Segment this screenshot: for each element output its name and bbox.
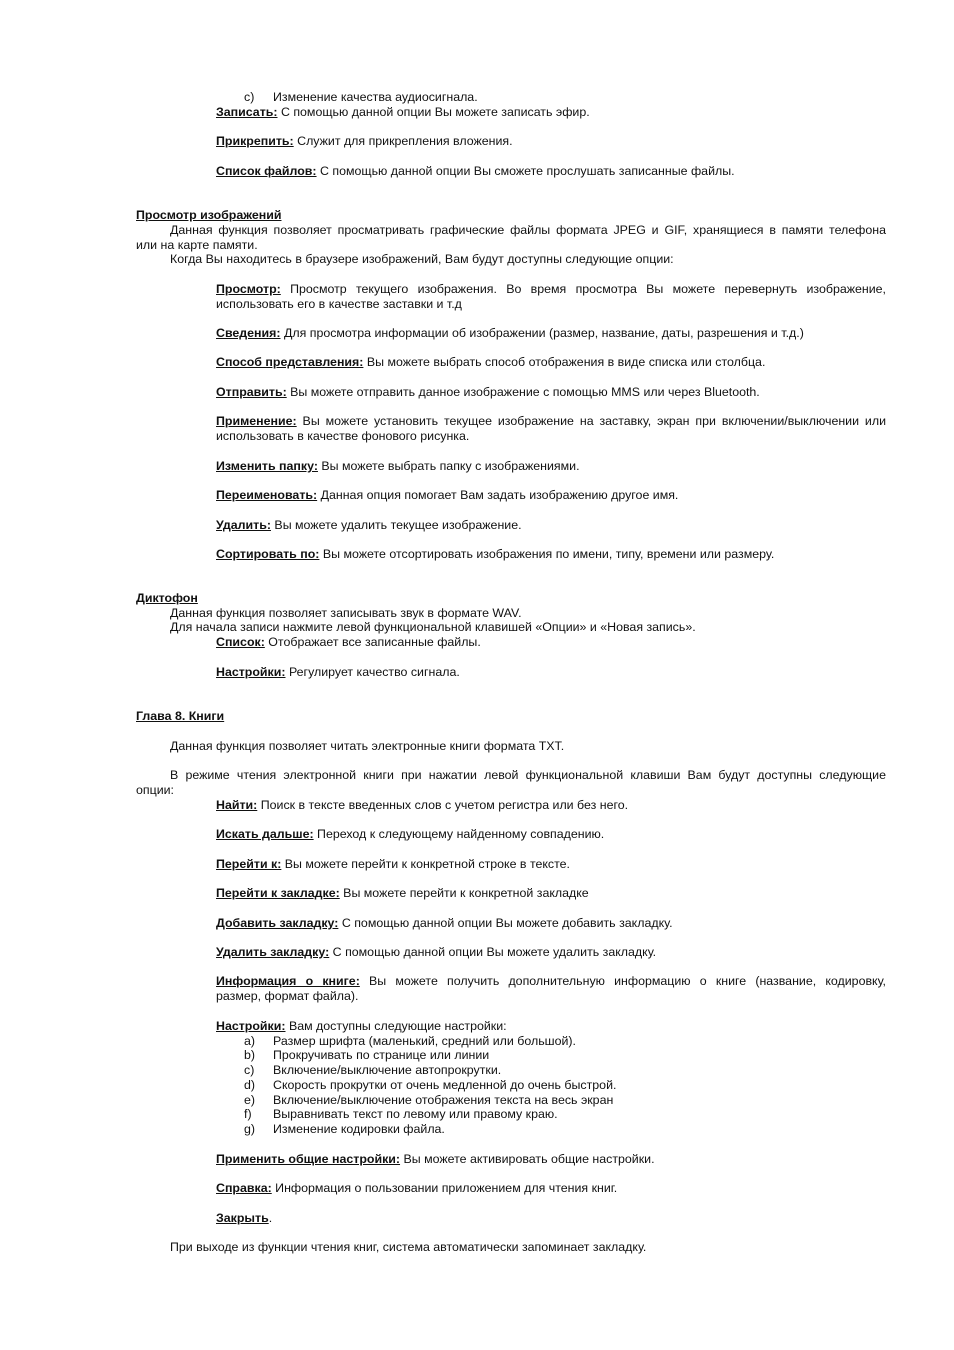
option-display-mode: Способ представления: Вы можете выбрать способ отображения в виде списка или столбца. (216, 355, 766, 369)
list-item: Скорость прокрутки от очень медленной до очень быстрой. (273, 1078, 617, 1092)
paragraph-line: опции: (136, 783, 174, 797)
option-apply-general-settings: Применить общие настройки: Вы можете активировать общие настройки. (216, 1152, 655, 1166)
list-marker: d) (244, 1078, 256, 1092)
paragraph-line: В режиме чтения электронной книги при нажатии левой функциональной клавиши Вам будут доступны следующие (170, 768, 886, 782)
paragraph-line: Данная функция позволяет просматривать графические файлы формата JPEG и GIF, хранящиеся в памяти телефона (170, 223, 886, 237)
paragraph-line: Данная функция позволяет читать электронные книги формата TXT. (170, 739, 565, 753)
list-item-text: Изменение качества аудиосигнала. (273, 90, 478, 104)
option-settings: Настройки: Регулирует качество сигнала. (216, 665, 460, 679)
option-details: Сведения: Для просмотра информации об изображении (размер, название, даты, разрешения и т.д.) (216, 326, 804, 340)
option-delete: Удалить: Вы можете удалить текущее изображение. (216, 518, 522, 532)
option-go-to-bookmark: Перейти к закладке: Вы можете перейти к конкретной закладке (216, 886, 589, 900)
section-heading-dictaphone: Диктофон (136, 591, 198, 605)
list-marker: e) (244, 1093, 256, 1107)
list-item: Изменение кодировки файла. (273, 1122, 445, 1136)
option-file-list: Список файлов: С помощью данной опции Вы сможете прослушать записанные файлы. (216, 164, 735, 178)
list-item: Включение/выключение отображения текста на весь экран (273, 1093, 614, 1107)
list-item: Прокручивать по странице или линии (273, 1048, 490, 1062)
list-item: Размер шрифта (маленький, средний или большой). (273, 1034, 576, 1048)
option-send: Отправить: Вы можете отправить данное изображение с помощью MMS или через Bluetooth. (216, 385, 760, 399)
option-delete-bookmark: Удалить закладку: С помощью данной опции Вы можете удалить закладку. (216, 945, 657, 959)
option-help: Справка: Информация о пользовании приложением для чтения книг. (216, 1181, 618, 1195)
closing-paragraph: При выходе из функции чтения книг, система автоматически запоминает закладку. (170, 1240, 647, 1254)
paragraph-line: Когда Вы находитесь в браузере изображений, Вам будут доступны следующие опции: (170, 252, 674, 266)
option-find-next: Искать дальше: Переход к следующему найденному совпадению. (216, 827, 605, 841)
option-sort: Сортировать по: Вы можете отсортировать изображения по имени, типу, времени или размеру. (216, 547, 775, 561)
list-marker: c) (244, 1063, 255, 1077)
option-record: Записать: С помощью данной опции Вы можете записать эфир. (216, 105, 590, 119)
option-change-folder: Изменить папку: Вы можете выбрать папку с изображениями. (216, 459, 580, 473)
option-go-to: Перейти к: Вы можете перейти к конкретной строке в тексте. (216, 857, 570, 871)
chapter-heading-books: Глава 8. Книги (136, 709, 225, 723)
option-list: Список: Отображает все записанные файлы. (216, 635, 481, 649)
option-add-bookmark: Добавить закладку: С помощью данной опции Вы можете добавить закладку. (216, 916, 673, 930)
paragraph-line: Данная функция позволяет записывать звук в формате WAV. (170, 606, 522, 620)
paragraph-line: Для начала записи нажмите левой функциональной клавишей «Опции» и «Новая запись». (170, 620, 696, 634)
option-rename: Переименовать: Данная опция помогает Вам задать изображению другое имя. (216, 488, 679, 502)
option-find: Найти: Поиск в тексте введенных слов с учетом регистра или без него. (216, 798, 629, 812)
list-marker: g) (244, 1122, 256, 1136)
option-attach: Прикрепить: Служит для прикрепления вложения. (216, 134, 513, 148)
section-heading-image-viewer: Просмотр изображений (136, 208, 282, 222)
list-marker: a) (244, 1034, 256, 1048)
paragraph-line: или на карте памяти. (136, 238, 258, 252)
list-item: Включение/выключение автопрокрутки. (273, 1063, 502, 1077)
option-book-settings: Настройки: Вам доступны следующие настройки: (216, 1019, 507, 1033)
list-item: Выравнивать текст по левому или правому краю. (273, 1107, 558, 1121)
option-close: Закрыть. (216, 1211, 273, 1225)
list-marker: c) (244, 90, 255, 104)
list-marker: b) (244, 1048, 256, 1062)
document-page: c) Изменение качества аудиосигнала. Записать: С помощью данной опции Вы можете записать эфир. Прикрепить: Служит для прикрепления вложения. Список файлов: С помощью данной опции Вы сможете прослушать записанные файлы. Просмотр изображений Данная функция позволяет просматривать графические файлы формата JPEG и GIF, хранящиеся в памяти телефона или на карте памяти. Когда Вы находитесь в браузере изображений, Вам будут доступны следующие опции: Просмотр: Просмотр текущего изображения. Во время просмотра Вы можете перевернуть изображение, использовать его в качестве заставки и т.д Сведения: Для просмотра информации об изображении (размер, название, даты, разрешения и т.д.) Способ представления: Вы можете выбрать способ отображения в виде списка или столбца. Отправить: Вы можете отправить данное изображение с помощью MMS или через Bluetooth. Применение: Вы можете установить текущее изображение на заставку, экран при включении/выключении или использовать в качестве фонового рисунка. Изменить папку: Вы можете выбрать папку с изображениями. Переименовать: Данная опция помогает Вам задать изображению другое имя. Удалить: Вы можете удалить текущее изображение. Сортировать по: Вы можете отсортировать изображения по имени, типу, времени или размеру. Диктофон Данная функция позволяет записывать звук в формате WAV. Для начала записи нажмите левой функциональной клавишей «Опции» и «Новая запись». Список: Отображает все записанные файлы. Настройки: Регулирует качество сигнала. Глава 8. Книги Данная функция позволяет читать электронные книги формата TXT. В режиме чтения электронной книги при нажатии левой функциональной клавиши Вам будут доступны следующие опции: Найти: Поиск в тексте введенных слов с учетом регистра или без него. Искать дальше: Переход к следующему найденному совпадению. Перейти к: Вы можете перейти к конкретной строке в тексте. Перейти к закладке: Вы можете перейти к конкретной закладке Добавить закладку: С помощью данной опции Вы можете добавить закладку. Удалить закладку: С помощью данной опции Вы можете удалить закладку. Информация о книге: Вы можете получить дополнительную информацию о книге (название, кодировку, размер, формат файла). Настройки: Вам доступны следующие настройки: a) Размер шрифта (маленький, средний или большой). b) Прокручивать по странице или линии c) Включение/выключение автопрокрутки. d) Скорость прокрутки от очень медленной до очень быстрой. e) Включение/выключение отображения текста на весь экран f) Выравнивать текст по левому или правому краю. g) Изменение кодировки файла. Применить общие настройки: Вы можете активировать общие настройки. Справка: Информация о пользовании приложением для чтения книг. Закрыть. При выходе из функции чтения книг, система автоматически запоминает закладку. (136, 90, 887, 1254)
list-marker: f) (244, 1107, 252, 1121)
